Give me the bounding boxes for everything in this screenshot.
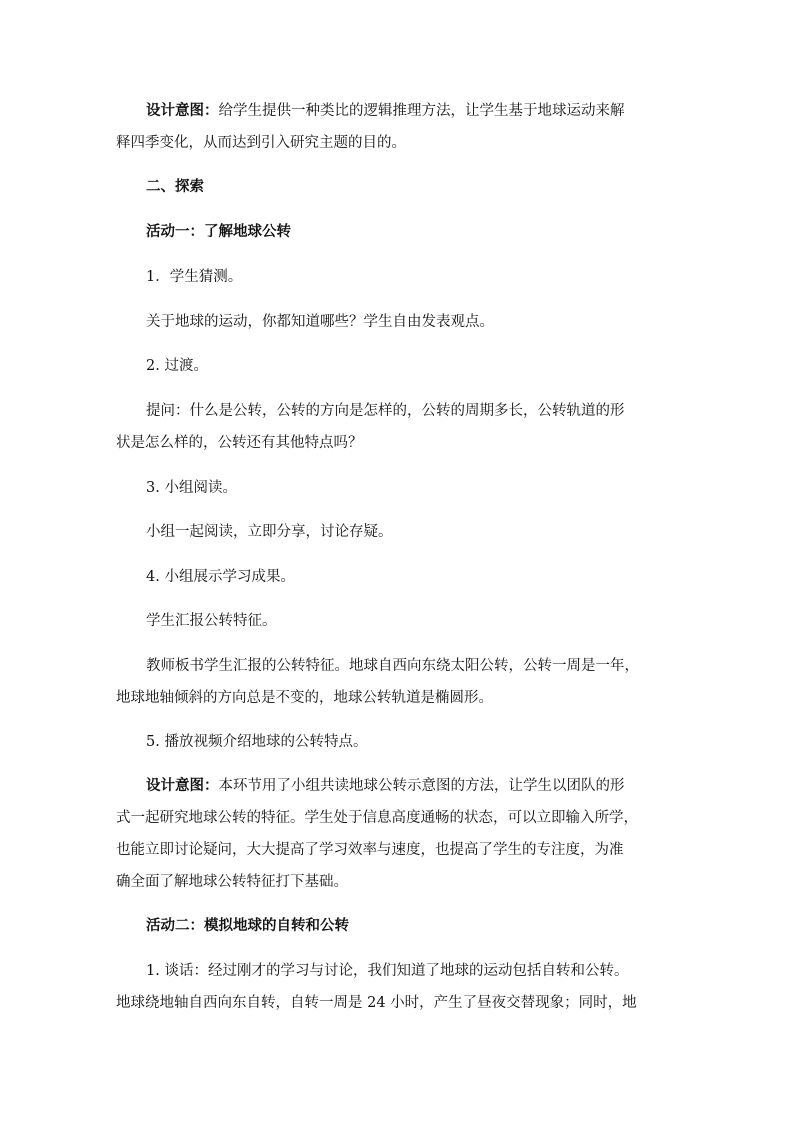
paragraph-text: 小组一起阅读，立即分享，讨论存疑。 (146, 524, 393, 540)
section-heading: 二、探索 (146, 178, 204, 195)
paragraph-text: 学生汇报公转特征。 (146, 613, 277, 629)
paragraph-text: 释四季变化，从而达到引入研究主题的目的。 (116, 135, 406, 151)
paragraph-text: 本环节用了小组共读地球公转示意图的方法，让学生以团队的形 (218, 778, 625, 794)
list-item: 2. 过渡。 (146, 358, 208, 374)
paragraph-text: 确全面了解地球公转特征打下基础。 (116, 874, 348, 890)
paragraph-text: 提问：什么是公转，公转的方向是怎样的，公转的周期多长，公转轨道的形 (146, 403, 625, 419)
paragraph-text: 状是怎么样的，公转还有其他特点吗？ (116, 435, 363, 451)
talk-paragraph (116, 955, 678, 1019)
paragraph-text: 地球地轴倾斜的方向总是不变的，地球公转轨道是椭圆形。 (116, 690, 493, 706)
list-item: 4. 小组展示学习成果。 (146, 569, 295, 585)
activity-heading: 活动一：了解地球公转 (146, 223, 291, 240)
paragraph-text: 1. 谈话：经过刚才的学习与讨论，我们知道了地球的运动包括自转和公转。 (146, 963, 629, 979)
paragraph-text: 地球绕地轴自西向东自转，自转一周是 24 小时，产生了昼夜交替现象；同时，地 (116, 995, 637, 1011)
question-paragraph (116, 395, 678, 459)
design-intent-paragraph-1 (116, 95, 678, 159)
list-item: 1．学生猜测。 (146, 269, 243, 285)
list-item: 5. 播放视频介绍地球的公转特点。 (146, 734, 368, 750)
design-intent-label: 设计意图： (146, 102, 219, 119)
paragraph-text: 教师板书学生汇报的公转特征。地球自西向东绕太阳公转，公转一周是一年， (146, 658, 639, 674)
paragraph-text: 给学生提供一种类比的逻辑推理方法，让学生基于地球运动来解 (218, 103, 625, 119)
design-intent-paragraph-2 (116, 770, 678, 898)
paragraph-text: 也能立即讨论疑问，大大提高了学习效率与速度，也提高了学生的专注度，为准 (116, 842, 624, 858)
activity-heading: 活动二：模拟地球的自转和公转 (146, 917, 349, 934)
list-item: 3. 小组阅读。 (146, 480, 237, 496)
teacher-paragraph (116, 650, 678, 714)
paragraph-text: 式一起研究地球公转的特征。学生处于信息高度通畅的状态，可以立即输入所学， (116, 810, 638, 826)
design-intent-label: 设计意图： (146, 777, 219, 794)
paragraph-text: 关于地球的运动，你都知道哪些？学生自由发表观点。 (146, 314, 494, 330)
